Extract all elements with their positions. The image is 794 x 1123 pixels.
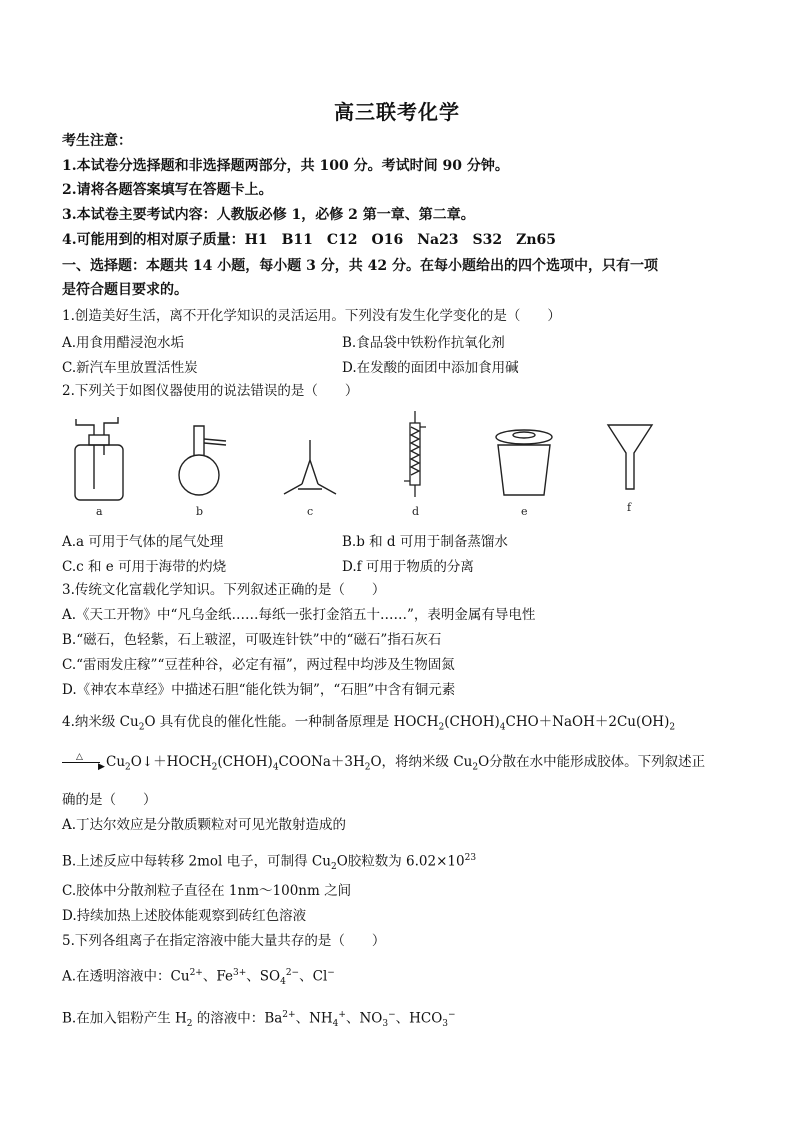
lab-apparatus-figure [62, 405, 722, 517]
q2-stem: 2.下列关于如图仪器使用的说法错误的是（ ） [62, 383, 359, 399]
q3-option-b: B.“磁石，色轻紫，石上皲涩，可吸连针铁”中的“磁石”指石灰石 [62, 632, 442, 648]
q4-equation: △ ▶ $Cu_2O↓+HOCH_2(CHOH)_4COONa+3H_2O$，将纳米级 $Cu_2O$分散在水中能形成胶体。下列叙述正 [62, 752, 754, 778]
crucible-icon [496, 430, 552, 495]
q1-option-a: A.用食用醋浸泡水垢 [62, 335, 185, 351]
notice-item-1: 1.本试卷分选择题和非选择题两部分，共 100 分。考试时间 90 分钟。 [62, 158, 509, 174]
q3-option-d: D.《神农本草经》中描述石胆“能化铁为铜”，“石胆”中含有铜元素 [62, 682, 456, 698]
distilling-flask-icon [179, 426, 226, 495]
q5-option-b: B.在加入铝粉产生 $H_2$ 的溶液中：$Ba^{2+}$、$NH_4^+$、$NO_3^-$、$HCO_3^-$ [62, 1010, 456, 1030]
q2-option-a: A.a 可用于气体的尾气处理 [62, 534, 224, 550]
apparatus-label-f: f [627, 501, 632, 514]
clay-triangle-icon [284, 440, 336, 494]
apparatus-label-b: b [196, 505, 204, 517]
q1-stem: 1.创造美好生活，离不开化学知识的灵活运用。下列没有发生化学变化的是（ ） [62, 308, 561, 324]
q4-option-a: A.丁达尔效应是分散质颗粒对可见光散射造成的 [62, 817, 347, 833]
q4-stem: 4.纳米级 $Cu_2O$ 具有优良的催化性能。一种制备原理是 $HOCH_2(CHOH)_4CHO+NaOH+2Cu(OH)_2$ [62, 714, 676, 733]
q3-stem: 3.传统文化富载化学知识。下列叙述正确的是（ ） [62, 582, 386, 598]
q3-option-a: A.《天工开物》中“凡乌金纸……每纸一张打金箔五十……”，表明金属有导电性 [62, 607, 536, 623]
section-heading-line-2: 是符合题目要求的。 [62, 282, 188, 298]
q2-option-b: B.b 和 d 可用于制备蒸馏水 [342, 534, 508, 550]
apparatus-label-c: c [307, 505, 314, 517]
gas-washing-bottle-icon [75, 417, 123, 500]
apparatus-label-e: e [521, 505, 528, 517]
q1-option-b: B.食品袋中铁粉作抗氧化剂 [342, 335, 505, 351]
q1-option-c: C.新汽车里放置活性炭 [62, 360, 198, 376]
notice-item-2: 2.请将各题答案填写在答题卡上。 [62, 182, 273, 198]
notice-heading: 考生注意： [62, 133, 132, 149]
q4-option-b: B.上述反应中每转移 2mol 电子，可制得 $Cu_2O$胶粒数为 $6.02\times 10^{23}$ [62, 853, 477, 873]
q1-option-d: D.在发酸的面团中添加食用碱 [342, 360, 519, 376]
q4-stem-continued: 确的是（ ） [62, 792, 157, 808]
heat-arrow-icon: △ ▶ [62, 756, 106, 770]
q4-option-d: D.持续加热上述胶体能观察到砖红色溶液 [62, 908, 307, 924]
condenser-icon [404, 411, 426, 497]
notice-item-4: 4.可能用到的相对原子质量：H1 B11 C12 O16 Na23 S32 Zn65 [62, 232, 557, 248]
q5-option-a: A.在透明溶液中：$Cu^{2+}$、$Fe^{3+}$、$SO_4^{2-}$、Cl− [62, 968, 335, 988]
q5-stem: 5.下列各组离子在指定溶液中能大量共存的是（ ） [62, 933, 386, 949]
q2-option-d: D.f 可用于物质的分离 [342, 559, 474, 575]
section-heading-line-1: 一、选择题：本题共 14 小题，每小题 3 分，共 42 分。在每小题给出的四个选项中，只有一项 [62, 258, 658, 274]
q4-option-c: C.胶体中分散剂粒子直径在 1nm～100nm 之间 [62, 883, 352, 899]
page-title: 高三联考化学 [334, 100, 460, 124]
q3-option-c: C.“雷雨发庄稼”“豆茬种谷，必定有福”，两过程中均涉及生物固氮 [62, 657, 455, 673]
q2-option-c: C.c 和 e 可用于海带的灼烧 [62, 559, 227, 575]
funnel-icon [608, 425, 652, 489]
apparatus-label-d: d [412, 505, 420, 517]
notice-item-3: 3.本试卷主要考试内容：人教版必修 1，必修 2 第一章、第二章。 [62, 207, 475, 223]
apparatus-label-a: a [96, 505, 103, 517]
